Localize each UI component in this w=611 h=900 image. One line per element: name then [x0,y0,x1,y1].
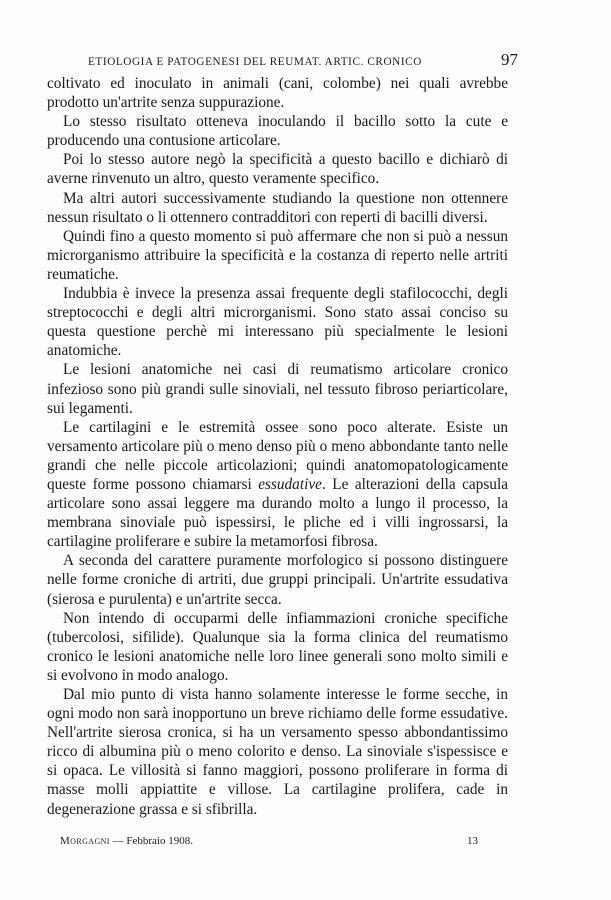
running-title: ETIOLOGIA E PATOGENESI DEL REUMAT. ARTIC. CRONICO [88,56,422,68]
paragraph: Indubbia è invece la presenza assai frequente degli stafilococchi, degli streptococchi e degli altri microrganismi. Sono stato assai conciso su questa questione perchè mi interessano più specialmente le lesioni anatomiche. [47,285,508,360]
paragraph-text: Le cartilagini e le estremità ossee sono poco alterate. Esiste un versamento articolare più o meno denso più o meno abbondante tanto nelle grandi che nelle piccole articolazioni; quindi anatomopatologicamente queste forme possono chiamarsi [47,418,508,493]
paragraph: A seconda del carattere puramente morfologico si possono distinguere nelle forme croniche di artriti, due gruppi principali. Un'artrite essudativa (sierosa e purulenta) e un'artrite secca. [47,552,508,608]
signature-mark: 13 [467,835,478,847]
paragraph [47,418,508,552]
paragraph: Non intendo di occuparmi delle infiammazioni croniche specifiche (tubercolosi, sifilide). Qualunque sia la forma clinica del reumatismo cronico le lesioni anatomiche nelle loro linee generali sono molto simili e si evolvono in modo analogo. [47,609,508,684]
paragraph: Ma altri autori successivamente studiando la questione non ottennere nessun risultato o li ottennero contradditori con reperti di bacilli diversi. [47,189,508,226]
running-header [88,50,518,70]
page-footer [60,835,478,847]
footer-citation [60,835,193,847]
body-text [47,74,508,819]
paragraph: Lo stesso risultato otteneva inoculando il bacillo sotto la cute e producendo una contusione articolare. [47,113,508,150]
page-number: 97 [501,50,518,69]
paragraph: Quindi fino a questo momento si può affermare che non si può a nessun microrganismo attribuire la specificità e la costanza di reperto nelle artriti reumatiche. [47,227,508,283]
paragraph: Dal mio punto di vista hanno solamente interesse le forme secche, in ogni modo non sarà inopportuno un breve richiamo delle forme essudative. Nell'artrite sierosa cronica, si ha un versamento spesso abbondantissimo ricco di albumina più o meno colorito e denso. La sinoviale s'ispessisce e si opaca. Le villosità si fanno maggiori, possono proliferare in forma di masse molli appiattite e villose. La cartilagine prolifera, cade in degenerazione grassa e si sfibrilla. [47,686,508,818]
journal-name: Morgagni [60,835,110,847]
emphasized-term: essudative [258,475,322,493]
issue-date: — Febbraio 1908. [112,835,193,847]
paragraph-text: . Le alterazioni della capsula articolare sono assai leggere ma durando molto a lungo il processo, la membrana sinoviale può ispessirsi, le pliche ed i villi ingrossarsi, la cartilagine proliferare e subire la metamorfosi fibrosa. [47,475,508,551]
paragraph: Le lesioni anatomiche nei casi di reumatismo articolare cronico infezioso sono più grandi sulle sinoviali, nel tessuto fibroso periarticolare, sui legamenti. [47,361,508,417]
paragraph: coltivato ed inoculato in animali (cani, colombe) nei quali avrebbe prodotto un'artrite senza suppurazione. [47,75,508,112]
paragraph: Poi lo stesso autore negò la specificità a questo bacillo e dichiarò di averne rinvenuto un altro, questo veramente specifico. [47,151,508,188]
